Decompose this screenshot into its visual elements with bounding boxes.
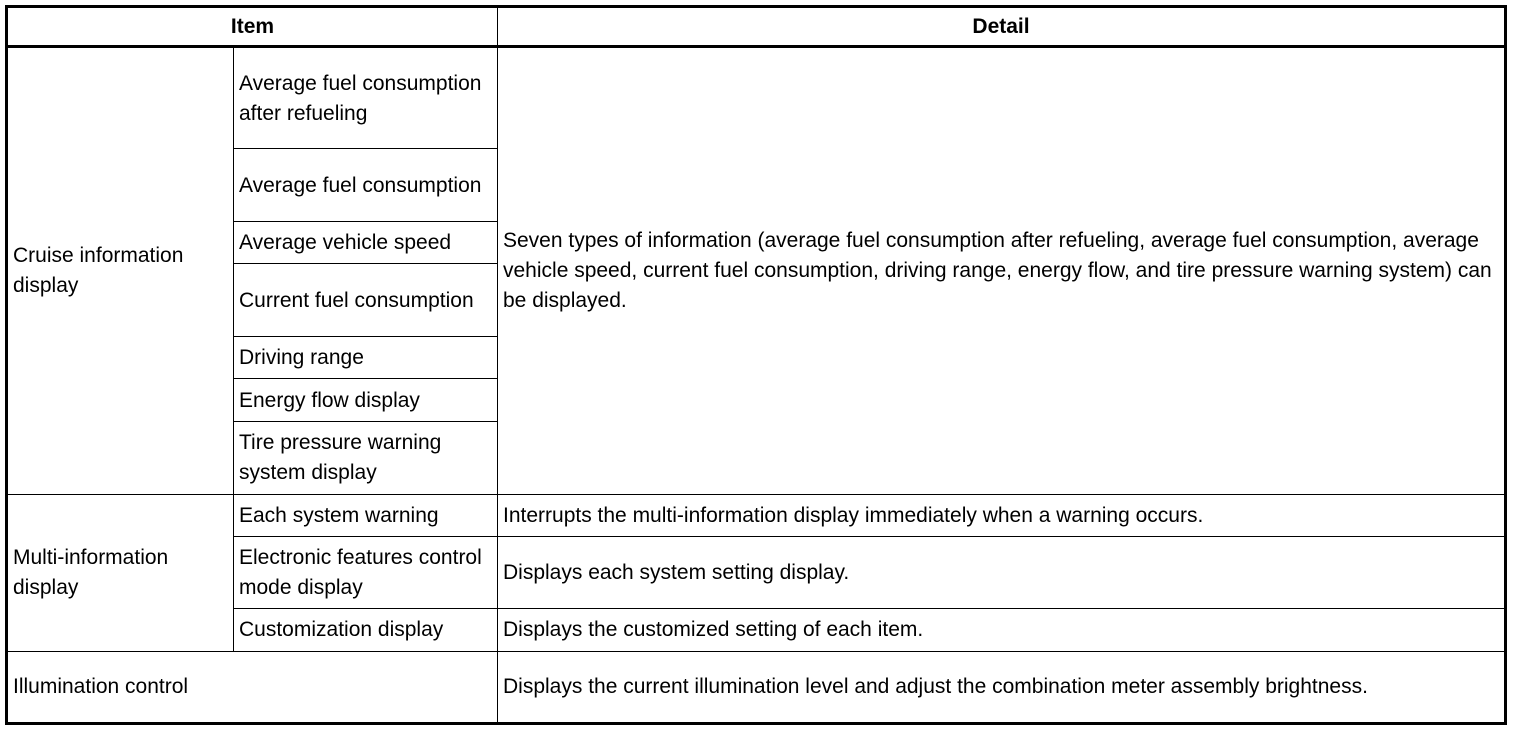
spec-table	[5, 5, 1507, 725]
header-row	[7, 7, 1506, 47]
item-electronic-features: Electronic features control mode display	[234, 537, 498, 609]
item-average-fuel-after-refueling: Average fuel consumption after refueling	[234, 47, 498, 149]
table-row	[7, 494, 1506, 536]
detail-customization-display: Displays the customized setting of each item.	[498, 609, 1506, 651]
table-row	[7, 47, 1506, 149]
group-label-cruise: Cruise information display	[7, 47, 234, 495]
header-item: Item	[7, 7, 498, 47]
item-customization-display: Customization display	[234, 609, 498, 651]
item-current-fuel-consumption: Current fuel consumption	[234, 263, 498, 336]
group-label-multi: Multi-information display	[7, 494, 234, 651]
group-label-illumination: Illumination control	[7, 651, 498, 723]
item-average-vehicle-speed: Average vehicle speed	[234, 221, 498, 263]
header-detail: Detail	[498, 7, 1506, 47]
item-driving-range: Driving range	[234, 337, 498, 379]
table-row	[7, 651, 1506, 723]
item-each-system-warning: Each system warning	[234, 494, 498, 536]
detail-illumination: Displays the current illumination level and adjust the combination meter assembly brightness.	[498, 651, 1506, 723]
detail-each-system-warning: Interrupts the multi-information display immediately when a warning occurs.	[498, 494, 1506, 536]
item-energy-flow-display: Energy flow display	[234, 379, 498, 421]
detail-electronic-features: Displays each system setting display.	[498, 537, 1506, 609]
item-average-fuel-consumption: Average fuel consumption	[234, 149, 498, 221]
detail-cruise: Seven types of information (average fuel consumption after refueling, average fuel consumption, average vehicle speed, current fuel consumption, driving range, energy flow, and tire pressure warning system) can be displayed.	[498, 47, 1506, 495]
item-tire-pressure-warning: Tire pressure warning system display	[234, 421, 498, 494]
